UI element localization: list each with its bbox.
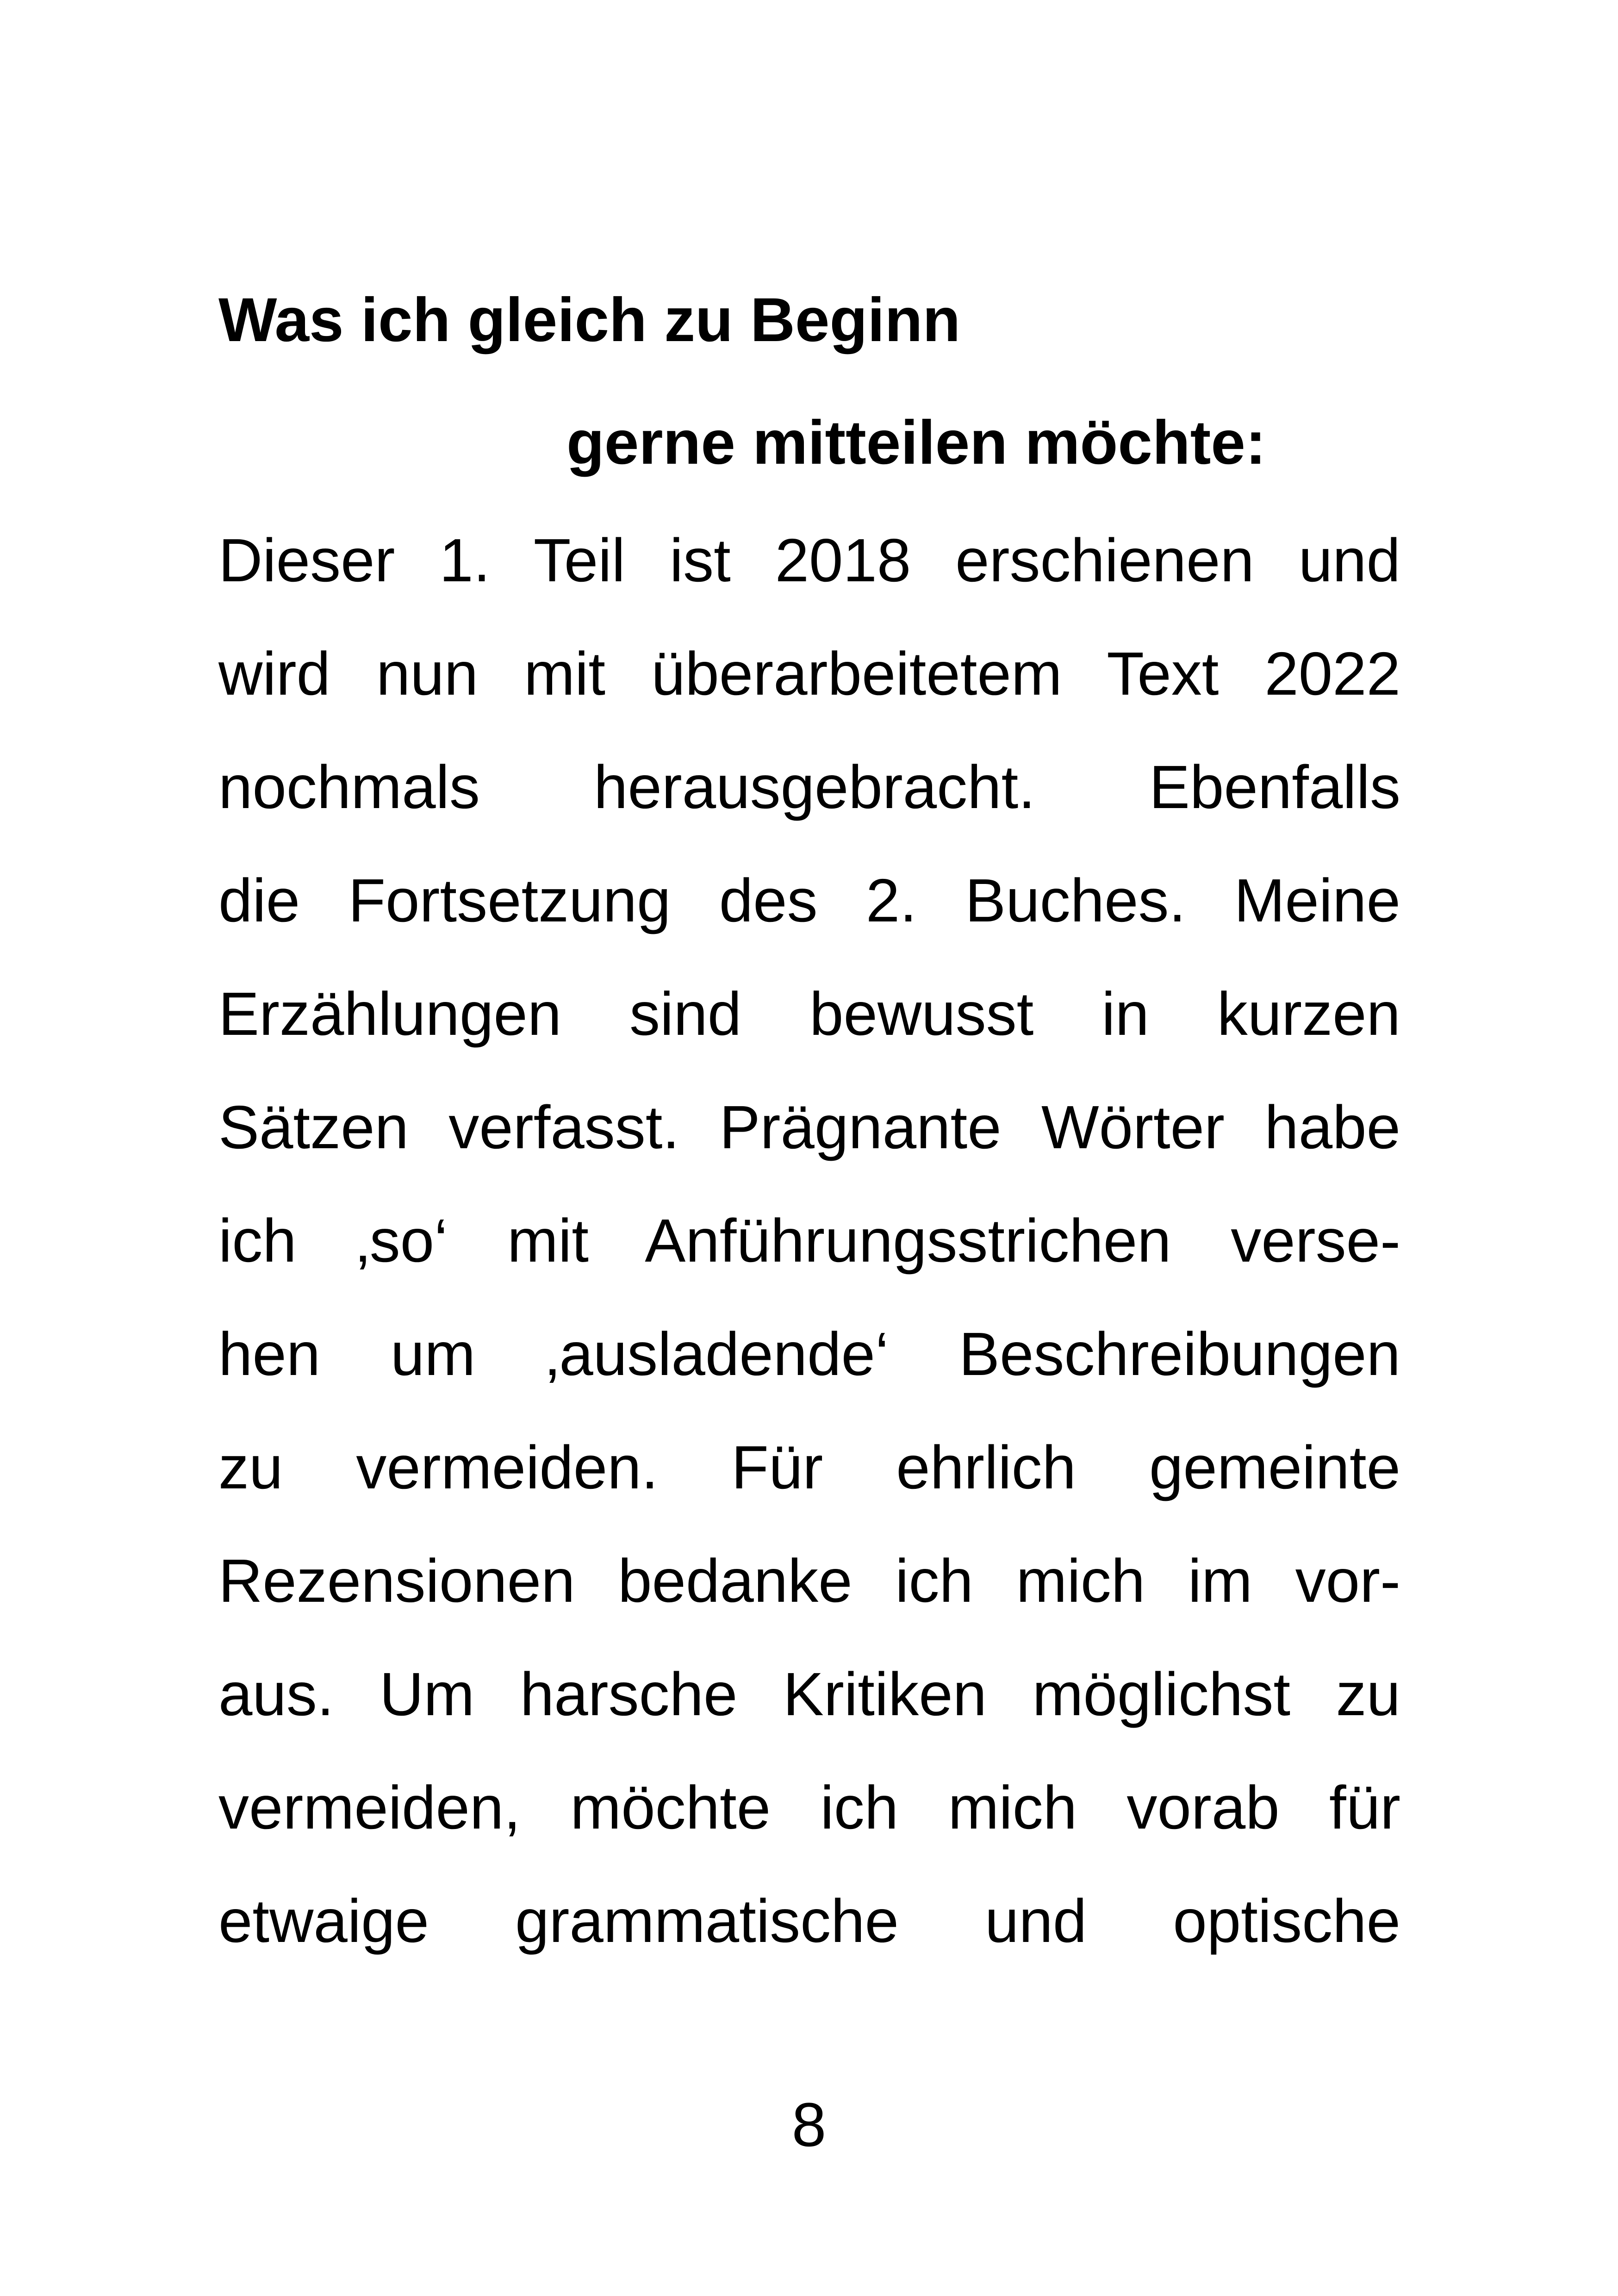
body-line: ich ‚so‘ mit Anführungsstrichen verse- bbox=[218, 1207, 1400, 1275]
body-line: vermeiden, möchte ich mich vorab für bbox=[218, 1773, 1400, 1842]
body-line: aus. Um harsche Kritiken möglichst zu bbox=[218, 1660, 1400, 1728]
body-line: nochmals herausgebracht. Ebenfalls bbox=[218, 753, 1400, 821]
body-line: wird nun mit überarbeitetem Text 2022 bbox=[218, 640, 1400, 708]
heading-line-1: Was ich gleich zu Beginn bbox=[218, 286, 961, 355]
body-line: Erzählungen sind bewusst in kurzen bbox=[218, 980, 1400, 1048]
body-line: Sätzen verfasst. Prägnante Wörter habe bbox=[218, 1093, 1400, 1161]
body-line: hen um ‚ausladende‘ Beschreibungen bbox=[218, 1320, 1400, 1388]
body-line: Dieser 1. Teil ist 2018 erschienen und bbox=[218, 526, 1400, 594]
page-number: 8 bbox=[791, 2091, 827, 2159]
body-line: Rezensionen bedanke ich mich im vor- bbox=[218, 1547, 1400, 1615]
body-line: etwaige grammatische und optische bbox=[218, 1887, 1400, 1955]
body-line: zu vermeiden. Für ehrlich gemeinte bbox=[218, 1433, 1400, 1501]
body-line: die Fortsetzung des 2. Buches. Meine bbox=[218, 866, 1400, 934]
heading-line-2: gerne mitteilen möchte: bbox=[566, 408, 1266, 477]
